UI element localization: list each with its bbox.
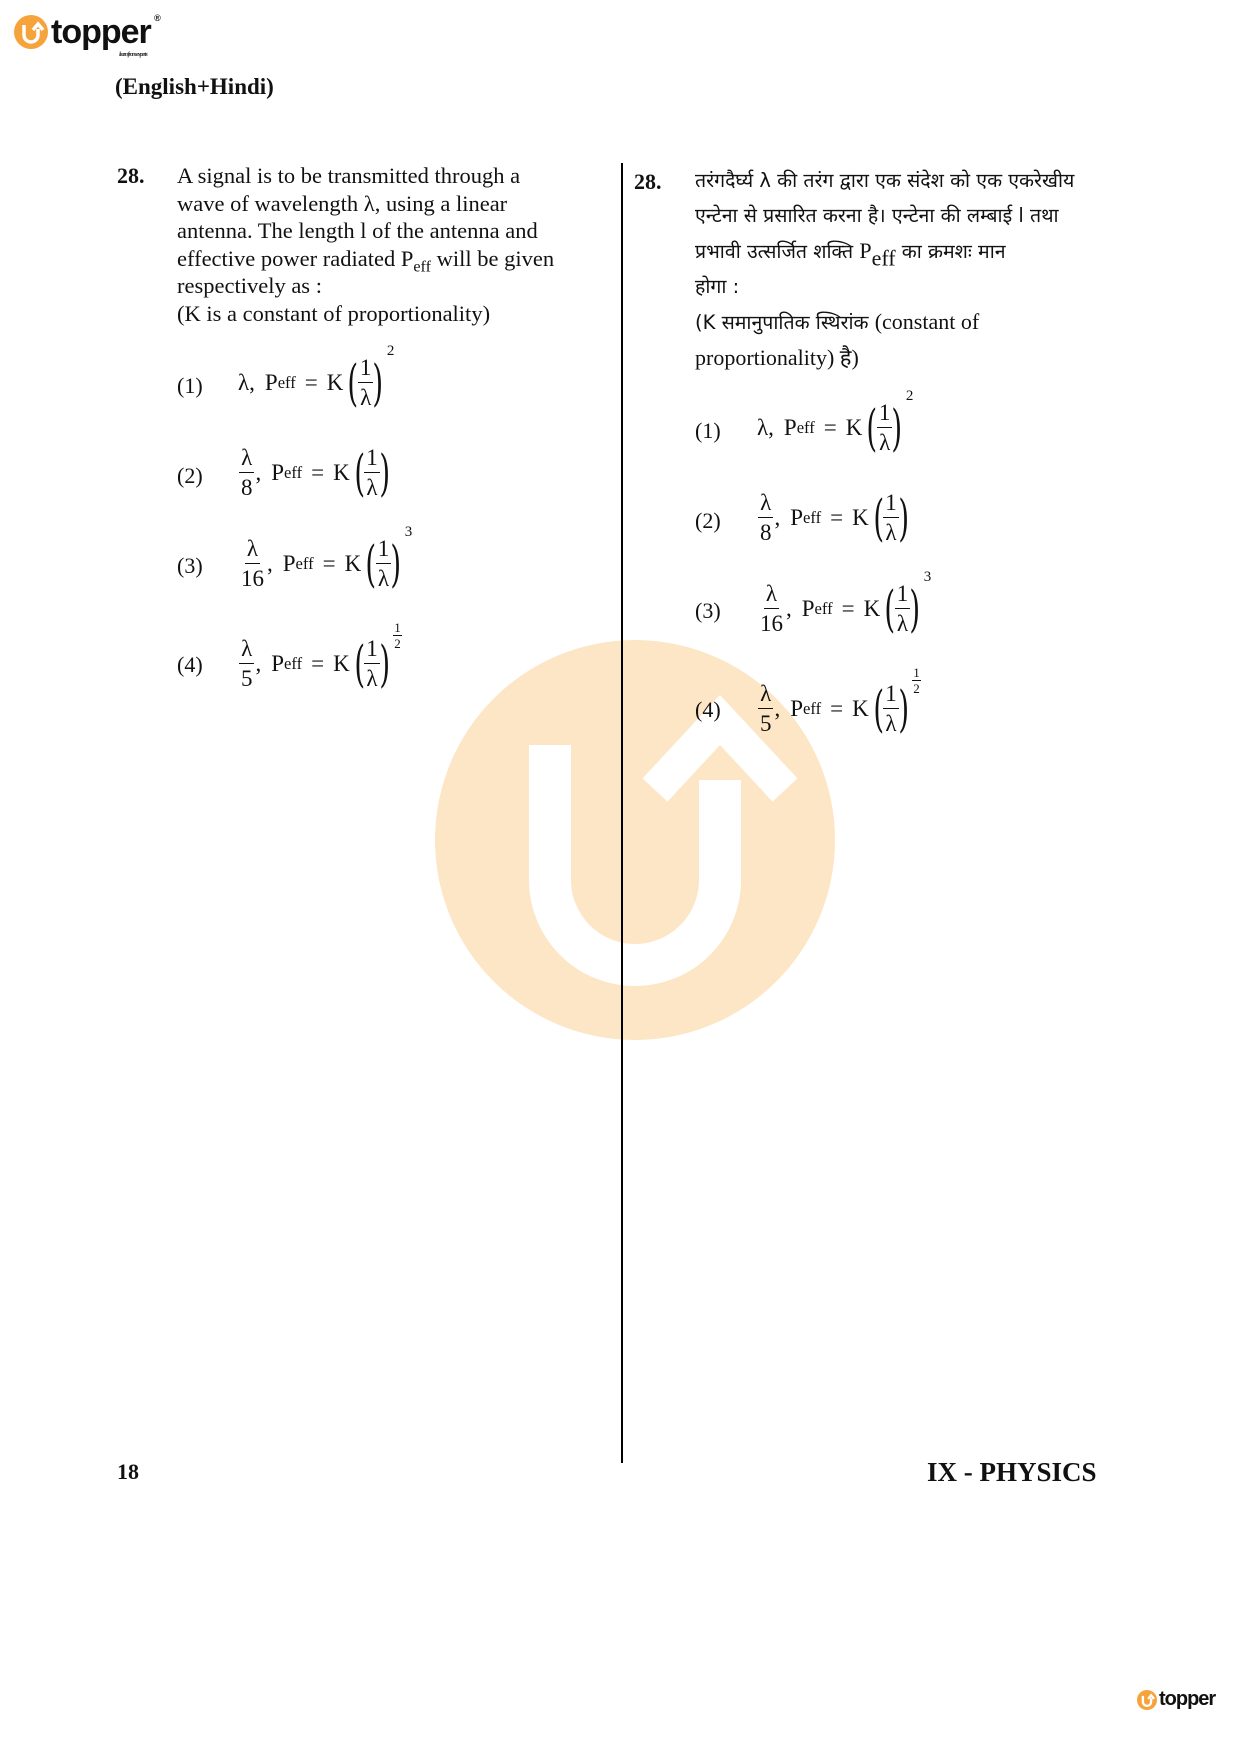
option-formula-1: λ , P eff = K ( $\frac{1}{\lambda}$ ) 2 <box>238 343 395 412</box>
footer-logo <box>1137 1688 1215 1711</box>
option-label: (2) <box>695 508 721 533</box>
option-label: (3) <box>177 553 203 578</box>
subject-title: IX - PHYSICS <box>927 1457 1097 1487</box>
question-line: wave of wavelength λ, using a linear <box>177 190 508 216</box>
question-line: (K समानुपातिक स्थिरांक (constant of <box>695 309 980 334</box>
u-logo-icon <box>1137 1690 1157 1710</box>
question-line: effective power radiated $P_{eff}$ will be given <box>177 245 555 276</box>
question-line: होगा : <box>695 275 740 298</box>
option-formula-1: λ , P eff = K ( $\frac{1}{\lambda}$ ) 2 <box>757 388 914 457</box>
option-formula-4: $\frac{\lambda}{5}$ , P eff = K ( $\frac{1}{\lambda}$ ) $\frac{1}{2}$ <box>241 620 401 693</box>
question-line: एन्टेना से प्रसारित करना है। एन्टेना की लम्बाई l तथा <box>695 204 1059 227</box>
option-formula-4: $\frac{\lambda}{5}$ , P eff = K ( $\frac{1}{\lambda}$ ) $\frac{1}{2}$ <box>760 665 920 738</box>
option-label: (1) <box>177 373 203 398</box>
option-formula-2: $\frac{\lambda}{8}$ , P eff = K ( $\frac{1}{\lambda}$ ) <box>760 488 909 547</box>
question-number: 28. <box>117 163 145 188</box>
brand-name: topper ® learn from experts <box>51 12 160 58</box>
option-formula-3: $\frac{\lambda}{16}$ , P eff = K ( $\frac{1}{\lambda}$ ) 3 <box>241 524 413 593</box>
option-label: (1) <box>695 418 721 443</box>
question-line: तरंगदैर्घ्य λ की तरंग द्वारा एक संदेश को एक एकरेखीय <box>695 169 1075 192</box>
option-label: (4) <box>177 652 203 677</box>
language-label: (English+Hindi) <box>115 74 274 99</box>
brand-name: topper <box>1159 1688 1216 1710</box>
question-line: A signal is to be transmitted through a <box>177 163 521 188</box>
question-line: proportionality) है) <box>695 345 859 370</box>
question-line: respectively as : <box>177 273 322 298</box>
question-text-hindi <box>695 163 1125 376</box>
option-label: (4) <box>695 697 721 722</box>
column-divider <box>621 163 623 1463</box>
brand-tagline: learn from experts <box>119 51 147 58</box>
question-text-english <box>177 162 605 327</box>
question-line: (K is a constant of proportionality) <box>177 300 491 326</box>
brand-logo <box>14 10 160 58</box>
page-number: 18 <box>117 1459 139 1484</box>
option-formula-2: $\frac{\lambda}{8}$ , P eff = K ( $\frac{1}{\lambda}$ ) <box>241 443 390 502</box>
option-label: (2) <box>177 463 203 488</box>
u-logo-icon <box>14 15 48 49</box>
question-line: प्रभावी उत्सर्जित शक्ति $P_{eff}$ का क्रमशः मान <box>695 238 1006 271</box>
registered-mark: ® <box>154 12 160 23</box>
question-number: 28. <box>634 169 662 194</box>
question-line: antenna. The length l of the antenna and <box>177 218 538 243</box>
option-formula-3: $\frac{\lambda}{16}$ , P eff = K ( $\frac{1}{\lambda}$ ) 3 <box>760 569 932 638</box>
option-label: (3) <box>695 598 721 623</box>
